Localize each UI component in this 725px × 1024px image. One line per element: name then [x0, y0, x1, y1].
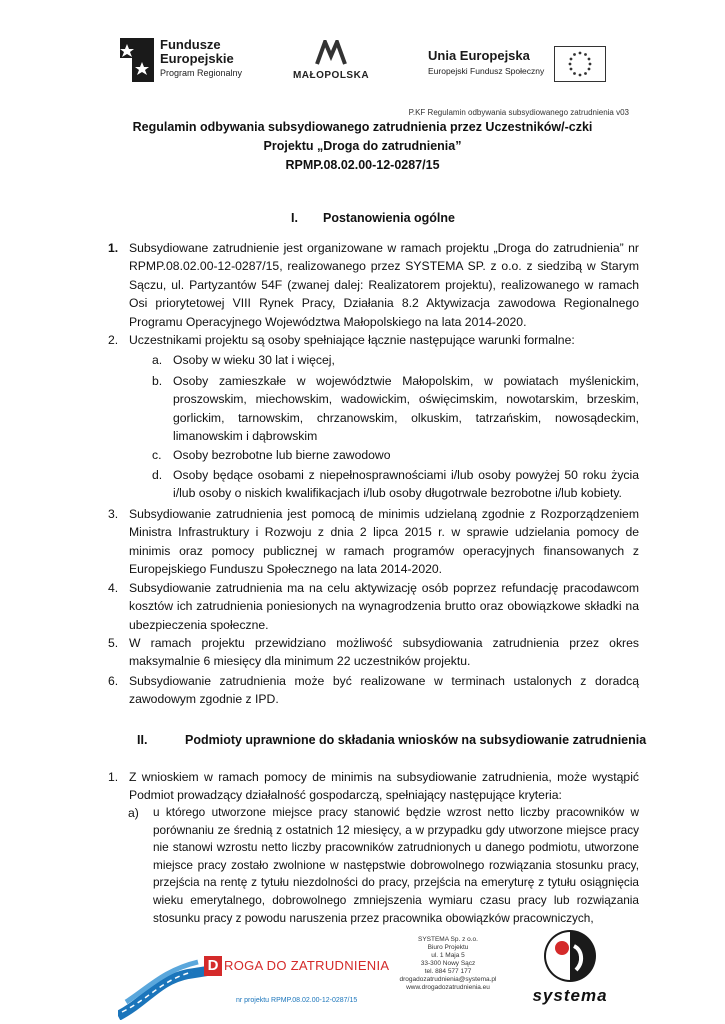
s1-sub-b-letter: b.	[152, 374, 163, 388]
section2-title: Podmioty uprawnione do składania wniosków na subsydiowanie zatrudnienia	[185, 733, 647, 747]
title-line1: Regulamin odbywania subsydiowanego zatrudnienia przez Uczestników/-czki	[132, 120, 593, 134]
malopolska-logo	[286, 40, 376, 86]
s2-item1-number: 1.	[108, 770, 119, 784]
s1-item2-text: Uczestnikami projektu są osoby spełniające łącznie następujące warunki formalne:	[129, 333, 575, 347]
s1-sub-c-letter: c.	[152, 448, 162, 462]
systema-text: systema	[532, 986, 608, 1005]
systema-mark-icon	[542, 928, 598, 984]
document-reference: P.KF Regulamin odbywania subsydiowanego zatrudnienia v03	[408, 108, 629, 117]
addr-office: Biuro Projektu	[427, 944, 469, 951]
s1-item4-number: 4.	[108, 581, 119, 595]
fe-subtitle: Program Regionalny	[160, 68, 243, 78]
s1-item3-text: Subsydiowanie zatrudnienia jest pomocą de minimis udzielaną zgodnie z Rozporządzeniem Ministra Infrastruktury i Rozwoju z dnia 2 lipca 2015 r. w sprawie udzielania pomocy de minimis oraz pomocy publicznej w ramach programów operacyjnych finansowanych z Europejskiego Funduszu Społecznego na lata 2014-2020.	[129, 507, 639, 577]
addr-company: SYSTEMA Sp. z o.o.	[418, 936, 478, 943]
s2-item1-text: Z wnioskiem w ramach pomocy de minimis na subsydiowanie zatrudnienia, może wystąpić Podmiot prowadzący działalność gospodarczą, spełniający następujące kryteria:	[129, 770, 639, 803]
droga-do-zatrudnienia-logo	[118, 940, 390, 1020]
title-line3: RPMP.08.02.00-12-0287/15	[285, 158, 440, 172]
systema-logo	[520, 926, 620, 1016]
addr-email: drogadozatrudnienia@systema.pl	[399, 976, 497, 983]
ue-title: Unia Europejska	[428, 48, 530, 63]
footer-address	[388, 936, 508, 992]
s1-item4-text: Subsydiowanie zatrudnienia ma na celu aktywizację osób poprzez refundację pracodawcom kosztów ich zatrudnienia poniesionych na wynagrodzenia brutto oraz obowiązkowe składki na ubezpieczenia społeczne.	[129, 581, 639, 632]
dz-project-number: nr projektu RPMP.08.02.00-12-0287/15	[236, 997, 358, 1004]
s1-sub-b-text: Osoby zamieszkałe w województwie Małopolskim, w powiatach myślenickim, proszowskim, miechowskim, wadowickim, oświęcimskim, nowotarskim, brzeskim, gorlickim, tarnowskim, chrzanowskim, olkuskim, tatrzańskim, nowosądeckim, limanowskim i dąbrowskim	[173, 374, 639, 444]
section1-title: Postanowienia ogólne	[323, 211, 455, 225]
section1-number: I.	[291, 211, 298, 225]
eu-flag-icon	[554, 46, 606, 82]
s1-sub-a-text: Osoby w wieku 30 lat i więcej,	[173, 353, 335, 367]
unia-europejska-logo	[428, 44, 608, 84]
s1-item5-text: W ramach projektu przewidziano możliwość subsydiowania zatrudnienia przez okres maksymalnie 6 miesięcy dla minimum 22 uczestników projektu.	[129, 636, 639, 669]
addr-phone: tel. 884 577 177	[424, 968, 472, 975]
s2-sub-a-text: u którego utworzone miejsce pracy stanowić będzie wzrost netto liczby pracowników w porównaniu ze średnią z ostatnich 12 miesięcy, a w przypadku gdy utworzone miejsce pracy nie stanowi wzrostu netto liczby pracowników zatrudnionych u danego podmiotu, utworzone miejsce pracy zostało zwolnione w następstwie dobrowolnego rozwiązania stosunku pracy, przejścia na rentę z tytułu niezdolności do pracy, przejścia na emeryturę z tytułu osiągnięcia wieku emerytalnego, dobrowolnego zmniejszenia wymiaru czasu pracy lub rozwiązania stosunku pracy z powodu naruszenia przez pracownika obowiązków pracowniczych,	[153, 805, 639, 925]
dz-title: ROGA DO ZATRUDNIENIA	[224, 958, 390, 973]
malopolska-text: MAŁOPOLSKA	[292, 70, 370, 81]
s1-sub-a-letter: a.	[152, 353, 163, 367]
dz-initial: D	[204, 956, 222, 976]
s1-item1-number: 1.	[108, 241, 119, 255]
addr-website: www.drogadozatrudnienia.eu	[406, 984, 490, 991]
s1-item1-text: Subsydiowane zatrudnienie jest organizowane w ramach projektu „Droga do zatrudnienia” nr RPMP.08.02.00-12-0287/15, realizowanego przez SYSTEMA SP. z o.o. z siedzibą w Starym Sączu, ul. Partyzantów 54F (zwanej dalej: Realizatorem projektu), realizowanego w ramach Osi priorytetowej VIII Rynek Pracy, Działania 8.2 Aktywizacja zawodowa Regionalnego Programu Operacyjnego Województwa Małopolskiego na lata 2014-2020.	[129, 241, 639, 329]
addr-street: ul. 1 Maja 5	[431, 952, 465, 959]
fe-title-line2: Europejskie	[160, 51, 234, 66]
title-line2: Projektu „Droga do zatrudnienia”	[263, 139, 462, 153]
addr-city: 33-300 Nowy Sącz	[420, 960, 476, 967]
s1-item6-text: Subsydiowanie zatrudnienia może być realizowane w terminach ustalonych z doradcą zawodowym zgodnie z IPD.	[129, 674, 639, 707]
s1-item5-number: 5.	[108, 636, 119, 650]
s1-item3-number: 3.	[108, 507, 119, 521]
fundusze-europejskie-logo	[120, 36, 260, 86]
s1-item6-number: 6.	[108, 674, 119, 688]
ue-subtitle: Europejski Fundusz Społeczny	[428, 66, 545, 76]
s1-sub-c-text: Osoby bezrobotne lub bierne zawodowo	[173, 448, 391, 462]
road-swoosh-icon	[118, 940, 214, 1020]
section2-number: II.	[137, 733, 148, 747]
s1-sub-d-text: Osoby będące osobami z niepełnosprawnościami i/lub osoby powyżej 50 roku życia i/lub osoby o niskich kwalifikacjach i/lub osoby długotrwale bezrobotne i/lub kobiety.	[173, 468, 639, 501]
fe-title-line1: Fundusze	[160, 37, 221, 52]
s1-sub-d-letter: d.	[152, 468, 163, 482]
s1-item2-number: 2.	[108, 333, 119, 347]
s2-sub-a-letter: a)	[128, 806, 139, 820]
malopolska-mark-icon	[315, 40, 347, 66]
document-title	[80, 118, 645, 175]
fe-star-flag-icon	[120, 38, 154, 82]
